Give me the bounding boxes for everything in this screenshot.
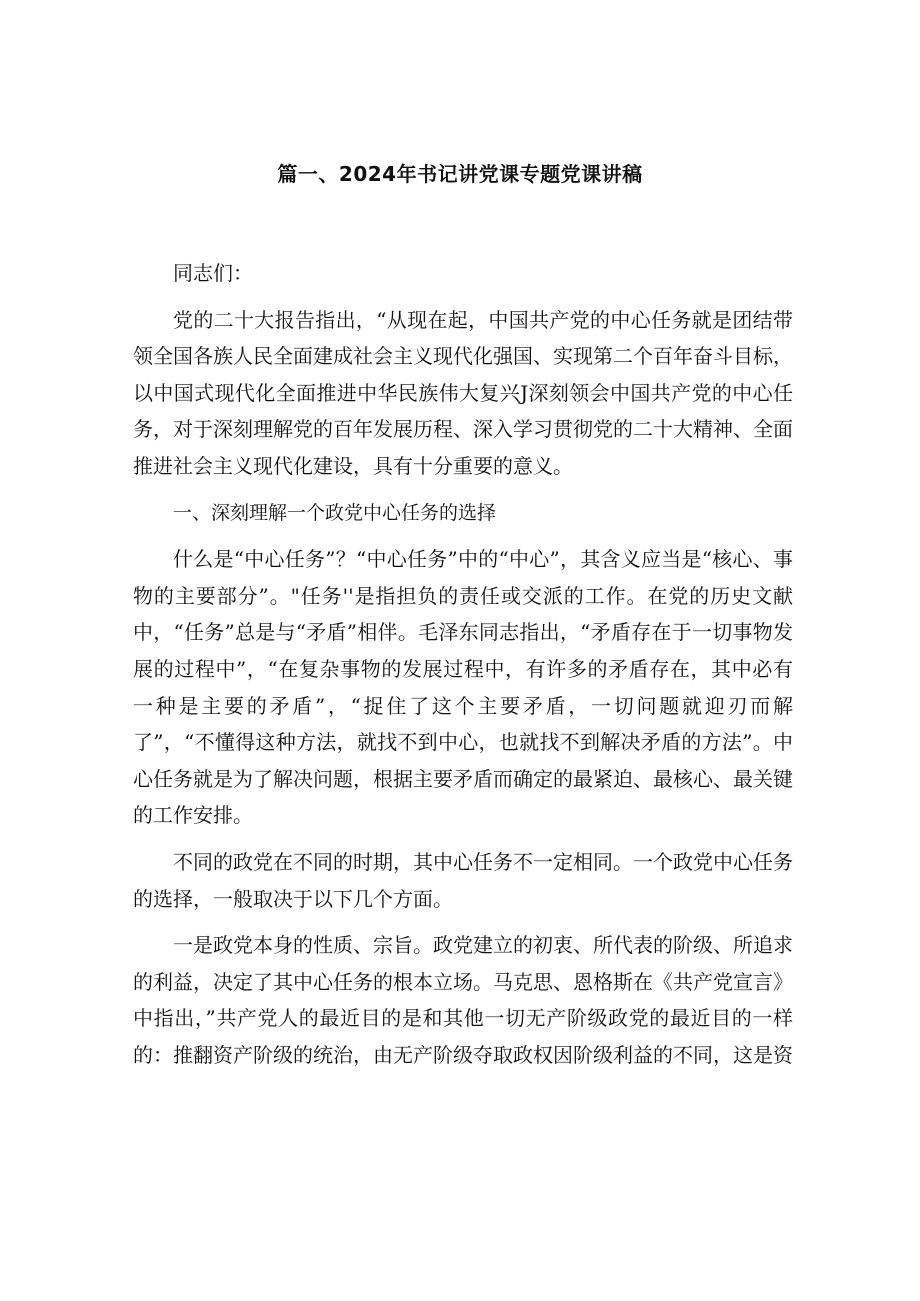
section-paragraph: 不同的政党在不同的时期，其中心任务不一定相同。一个政党中心任务的选择，一般取决于以下几个方面。	[133, 849, 793, 911]
section-heading: 一、深刻理解一个政党中心任务的选择	[173, 501, 497, 524]
document-body	[133, 255, 793, 1083]
document-title: 篇一、2024年书记讲党课专题党课讲稿	[277, 162, 643, 186]
greeting: 同志们：	[173, 261, 253, 285]
section-paragraph: 一是政党本身的性质、宗旨。政党建立的初衷、所代表的阶级、所追求的利益，决定了其中心任务的根本立场。马克思、恩格斯在《共产党宣言》中指出，”共产党人的最近目的是和其他一切无产阶级政党的最近目的一样的：推翻资产阶级的统治，由无产阶级夺取政权因阶级利益的不同，这是资	[133, 933, 793, 1067]
section-paragraph: 什么是“中心任务”？“中心任务”中的“中心”，其含义应当是“核心、事物的主要部分”。"任务''是指担负的责任或交派的工作。在党的历史文献中，“任务”总是与“矛盾”相伴。毛泽东同志指出，“矛盾存在于一切事物发展的过程中”，“在复杂事物的发展过程中，有许多的矛盾存在，其中必有一种是主要的矛盾”，“捉住了这个主要矛盾，一切问题就迎刃而解了”，“不懂得这种方法，就找不到中心，也就找不到解决矛盾的方法”。中心任务就是为了解决问题，根据主要矛盾而确定的最紧迫、最核心、最关键的工作安排。	[133, 547, 793, 828]
intro-paragraph: 党的二十大报告指出，“从现在起，中国共产党的中心任务就是团结带领全国各族人民全面建成社会主义现代化强国、实现第二个百年奋斗目标，以中国式现代化全面推进中华民族伟大复兴J深刻领会中国共产党的中心任务，对于深刻理解党的百年发展历程、深入学习贯彻党的二十大精神、全面推进社会主义现代化建设，具有十分重要的意义。	[133, 307, 793, 478]
